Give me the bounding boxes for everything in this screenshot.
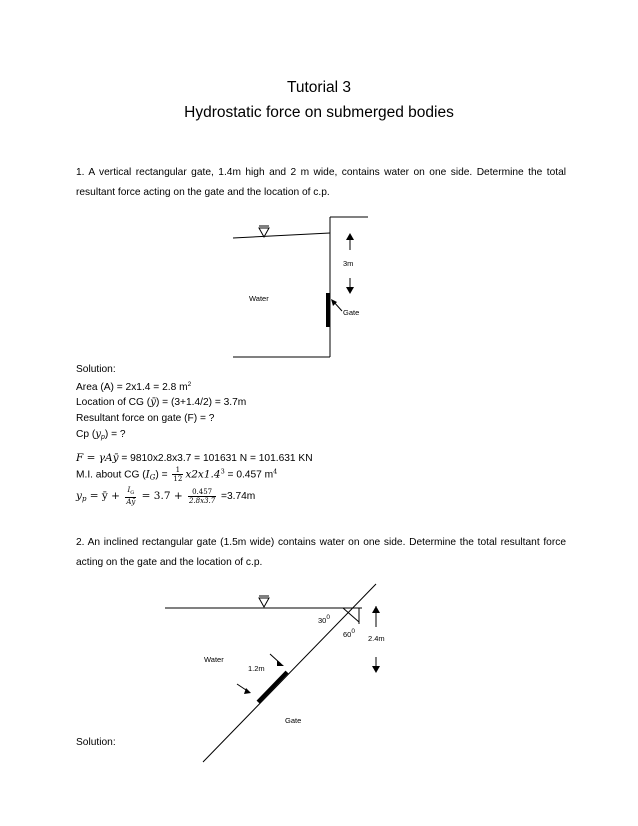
surface-symbol-icon-2: [259, 598, 269, 607]
depth-label-2: 2.4m: [368, 634, 385, 643]
gate-label: Gate: [343, 308, 360, 317]
inclined-wall-line: [203, 584, 376, 762]
cg-line: Location of CG (ȳ) = (3+1.4/2) = 3.7m: [76, 397, 247, 408]
page-title: Tutorial 3: [286, 79, 352, 96]
gate-plate-2: [258, 672, 287, 702]
problem1-statement: 1. A vertical rectangular gate, 1.4m high and 2 m wide, contains water on one side. Determine the total resultant force acting on the gate and the location of c.p.: [76, 167, 566, 198]
gate-length-label: 1.2m: [248, 664, 265, 673]
gate-label-2: Gate: [285, 716, 302, 725]
solution1-heading: Solution:: [76, 364, 116, 375]
angle-30-label: $30^0$: [318, 614, 330, 625]
page-subtitle: Hydrostatic force on submerged bodies: [184, 104, 454, 121]
solution2-heading: Solution:: [76, 737, 116, 748]
water-label: Water: [249, 294, 269, 303]
mi-equation: M.I. about CG $(I_G)$ = $\frac{1}{12}$ $x2x1.4^3 = 0.457$ $m^4$: [76, 466, 278, 483]
problem2-statement: 2. An inclined rectangular gate (1.5m wide) contains water on one side. Determine the total resultant force acting on the gate and the location of c.p.: [76, 537, 566, 568]
depth-label: 3m: [343, 259, 354, 268]
force-equation: F = γAȳ = 9810x2.8x3.7 = 101631 N = 101.631 KN: [76, 452, 313, 464]
angle-60-label: $60^0$: [343, 628, 355, 639]
yp-equation: $y_p$ = ȳ + $\frac{I_G}{Aȳ}$ = 3.7 + $\frac{0.457}{2.8x3.7}$ =3.74m: [76, 486, 256, 506]
force-line: Resultant force on gate (F) = ?: [76, 413, 215, 424]
area-line: Area (A) = 2x1.4 = 2.8 $m^2$: [76, 381, 192, 393]
cp-line: Cp $(y_p)$ = ?: [76, 429, 126, 441]
water-label-2: Water: [204, 655, 224, 664]
